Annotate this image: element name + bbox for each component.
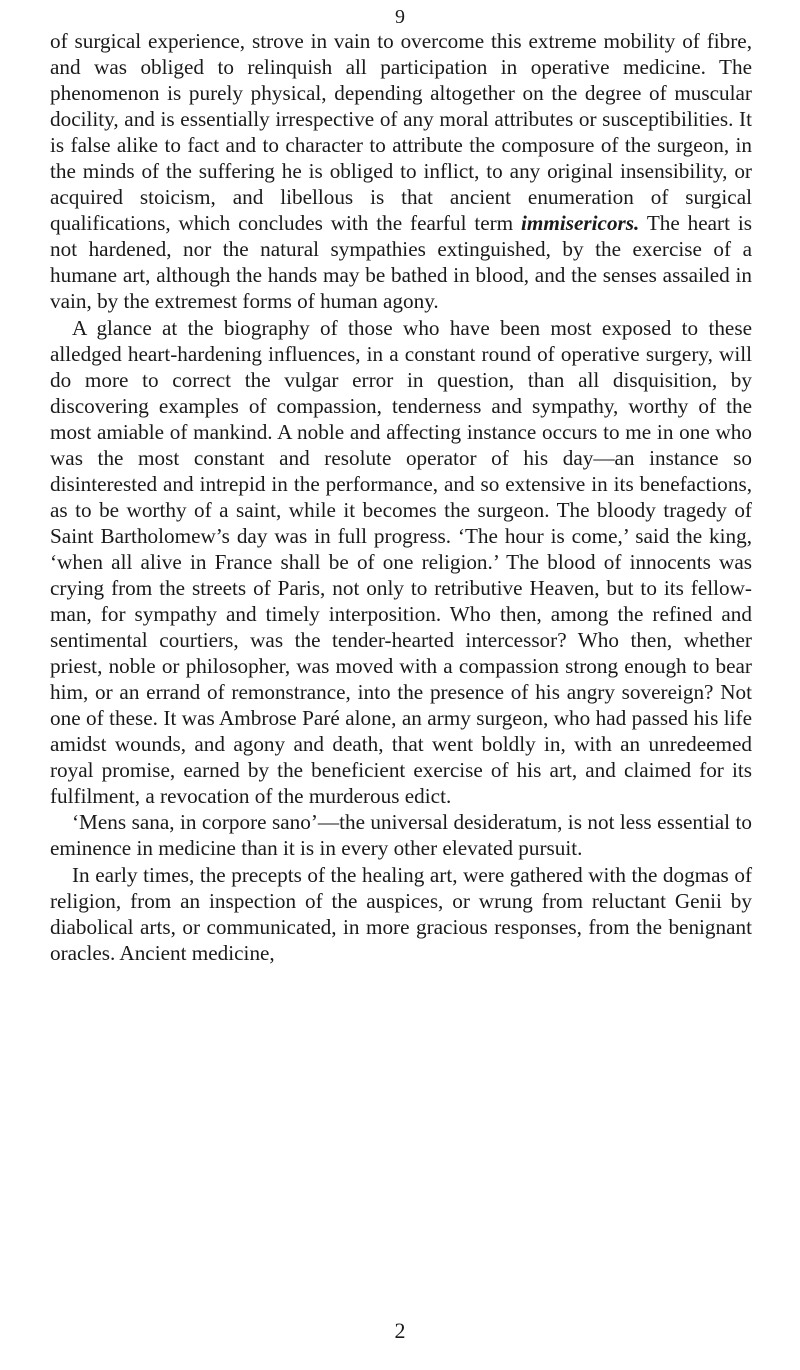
paragraph-1-text-start: of surgical experience, strove in vain to overcome this extreme mobility of fibre, and was obliged to relinquish all participation in operative medicine. The phenomenon is purely physical, depending altogether on the degree of muscular docility, and is essentially irrespective of any moral attributes or susceptibilities. It is false alike to fact and to character to attribute the composure of the surgeon, in the minds of the suffering he is obliged to inflict, to any original insensibility, or acquired stoicism, and libellous is that ancient enumeration of surgical qualifications, which concludes with the fearful term bbox=[50, 29, 752, 236]
paragraph-1 bbox=[50, 28, 752, 315]
paragraph-1-text-end: The heart is not hardened, nor the natural sympathies extinguished, by the exercise of a humane art, although the hands may be bathed in blood, and the senses assailed in vain, by the extremest forms of human agony. bbox=[50, 211, 752, 314]
page-number: 9 bbox=[395, 6, 405, 28]
emphasized-term: immisericors. bbox=[521, 211, 640, 236]
body-text bbox=[50, 28, 752, 966]
paragraph-2: A glance at the biography of those who have been most exposed to these alledged heart-hardening influences, in a constant round of operative surgery, will do more to correct the vulgar error in question, than all disquisition, by discovering examples of compassion, tenderness and sympathy, worthy of the most amiable of mankind. A noble and affecting instance occurs to me in one who was the most constant and resolute operator of his day—an instance so disinterested and intrepid in the performance, and so extensive in its benefactions, as to be worthy of a saint, while it becomes the surgeon. The bloody tragedy of Saint Bartholomew’s day was in full progress. ‘The hour is come,’ said the king, ‘when all alive in France shall be of one religion.’ The blood of innocents was crying from the streets of Paris, not only to retributive Heaven, but to its fellow-man, for sympathy and timely interposition. Who then, among the refined and sentimental courtiers, was the tender-hearted intercessor? Who then, whether priest, noble or philosopher, was moved with a compassion strong enough to bear him, or an errand of remonstrance, into the presence of his angry sovereign? Not one of these. It was Ambrose Paré alone, an army surgeon, who had passed his life amidst wounds, and agony and death, that went boldly in, with an unredeemed royal promise, earned by the beneficient exercise of his art, and claimed for its fulfilment, a revocation of the murderous edict. bbox=[50, 315, 752, 809]
paragraph-3: ‘Mens sana, in corpore sano’—the universal desideratum, is not less essential to eminence in medicine than it is in every other elevated pursuit. bbox=[50, 810, 752, 861]
paragraph-4: In early times, the precepts of the healing art, were gathered with the dogmas of religion, from an inspection of the auspices, or wrung from reluctant Genii by diabolical arts, or communicated, in more gracious responses, from the benignant oracles. Ancient medicine, bbox=[50, 862, 752, 965]
signature-mark: 2 bbox=[394, 1318, 406, 1343]
